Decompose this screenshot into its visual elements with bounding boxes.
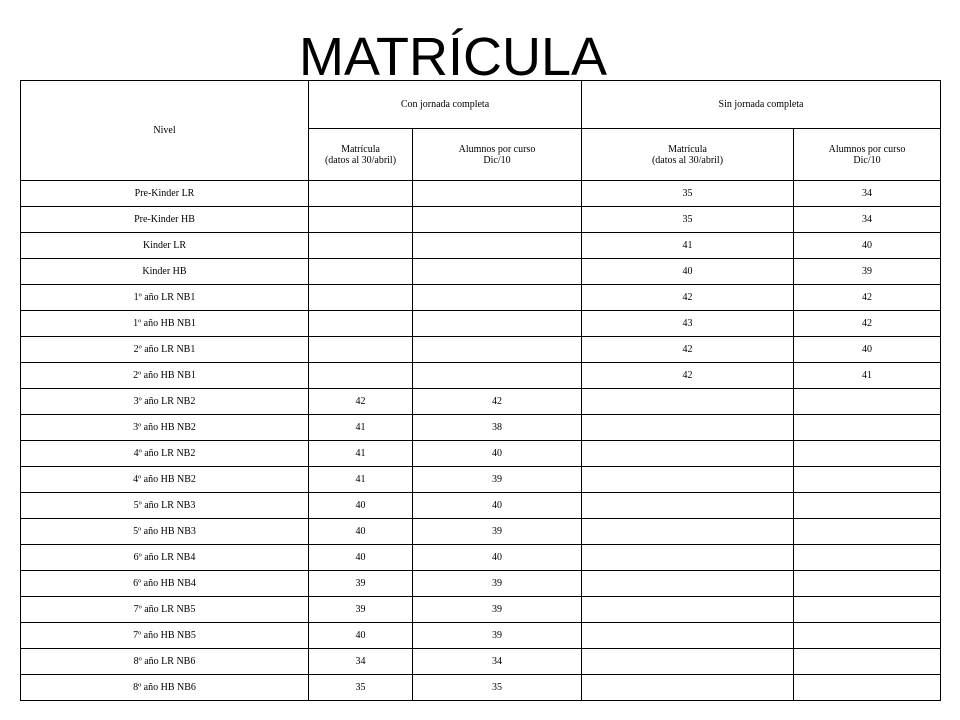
row-con-matricula-cell: 35 (309, 675, 413, 701)
row-con-matricula-cell: 39 (309, 597, 413, 623)
row-sin-matricula-cell: 35 (582, 207, 794, 233)
row-con-matricula-cell: 40 (309, 545, 413, 571)
header-con-alumnos: Alumnos por curso Dic/10 (413, 129, 582, 181)
row-con-alumnos-cell (413, 233, 582, 259)
row-nivel-cell: 7º año HB NB5 (21, 623, 309, 649)
row-con-matricula-cell (309, 337, 413, 363)
row-con-matricula-cell: 39 (309, 571, 413, 597)
row-sin-matricula-cell (582, 597, 794, 623)
header-sin-matricula: Matrícula (datos al 30/abril) (582, 129, 794, 181)
row-con-alumnos-cell (413, 259, 582, 285)
row-con-matricula-cell: 41 (309, 441, 413, 467)
row-sin-matricula-cell (582, 649, 794, 675)
table-body (21, 181, 941, 701)
row-sin-matricula-cell (582, 493, 794, 519)
row-sin-matricula-cell: 41 (582, 233, 794, 259)
enrollment-table (20, 80, 941, 701)
row-con-alumnos-cell (413, 285, 582, 311)
table-row (21, 337, 941, 363)
table-row (21, 415, 941, 441)
row-nivel-cell: 4º año HB NB2 (21, 467, 309, 493)
row-nivel-cell: 4º año LR NB2 (21, 441, 309, 467)
row-con-matricula-cell: 41 (309, 415, 413, 441)
row-sin-alumnos-cell (794, 493, 941, 519)
row-nivel-cell: 5º año LR NB3 (21, 493, 309, 519)
row-sin-alumnos-cell (794, 571, 941, 597)
row-sin-matricula-cell (582, 389, 794, 415)
header-sin-jornada: Sin jornada completa (582, 81, 941, 129)
row-con-alumnos-cell: 42 (413, 389, 582, 415)
row-nivel-cell: 5º año HB NB3 (21, 519, 309, 545)
row-con-matricula-cell: 40 (309, 493, 413, 519)
row-con-alumnos-cell: 39 (413, 571, 582, 597)
row-con-matricula-cell (309, 311, 413, 337)
table-row (21, 519, 941, 545)
row-con-matricula-cell (309, 233, 413, 259)
row-sin-matricula-cell (582, 415, 794, 441)
header-nivel: Nivel (21, 81, 309, 181)
row-sin-matricula-cell: 42 (582, 363, 794, 389)
row-sin-matricula-cell (582, 519, 794, 545)
row-sin-alumnos-cell (794, 649, 941, 675)
table-row (21, 363, 941, 389)
table-row (21, 649, 941, 675)
row-nivel-cell: 3º año HB NB2 (21, 415, 309, 441)
row-con-matricula-cell (309, 181, 413, 207)
row-sin-matricula-cell (582, 441, 794, 467)
row-con-alumnos-cell: 40 (413, 493, 582, 519)
row-nivel-cell: Pre-Kinder LR (21, 181, 309, 207)
table-row (21, 207, 941, 233)
row-sin-alumnos-cell (794, 675, 941, 701)
row-sin-alumnos-cell (794, 441, 941, 467)
table-row (21, 441, 941, 467)
table-row (21, 311, 941, 337)
row-con-alumnos-cell: 39 (413, 519, 582, 545)
row-sin-alumnos-cell (794, 467, 941, 493)
row-sin-matricula-cell: 43 (582, 311, 794, 337)
table-row (21, 571, 941, 597)
row-nivel-cell: 7º año LR NB5 (21, 597, 309, 623)
row-sin-alumnos-cell: 39 (794, 259, 941, 285)
row-con-matricula-cell (309, 363, 413, 389)
row-nivel-cell: Pre-Kinder HB (21, 207, 309, 233)
table-row (21, 389, 941, 415)
row-con-alumnos-cell: 39 (413, 623, 582, 649)
row-sin-alumnos-cell: 40 (794, 233, 941, 259)
header-sin-alumnos: Alumnos por curso Dic/10 (794, 129, 941, 181)
row-con-matricula-cell: 34 (309, 649, 413, 675)
row-sin-alumnos-cell (794, 415, 941, 441)
row-sin-matricula-cell (582, 467, 794, 493)
row-con-alumnos-cell (413, 337, 582, 363)
row-con-matricula-cell (309, 259, 413, 285)
row-sin-matricula-cell (582, 675, 794, 701)
row-sin-matricula-cell: 42 (582, 337, 794, 363)
row-sin-alumnos-cell (794, 597, 941, 623)
row-sin-alumnos-cell (794, 545, 941, 571)
row-con-alumnos-cell (413, 311, 582, 337)
row-con-alumnos-cell (413, 363, 582, 389)
row-con-alumnos-cell: 39 (413, 597, 582, 623)
table-row (21, 493, 941, 519)
row-sin-matricula-cell: 35 (582, 181, 794, 207)
row-con-alumnos-cell (413, 207, 582, 233)
row-con-alumnos-cell (413, 181, 582, 207)
row-sin-alumnos-cell: 40 (794, 337, 941, 363)
row-sin-alumnos-cell: 34 (794, 207, 941, 233)
table-row (21, 545, 941, 571)
table-row (21, 285, 941, 311)
row-con-alumnos-cell: 40 (413, 545, 582, 571)
table-row (21, 675, 941, 701)
row-sin-alumnos-cell (794, 519, 941, 545)
row-nivel-cell: 6º año HB NB4 (21, 571, 309, 597)
page-title: MATRÍCULA (298, 27, 608, 87)
row-con-matricula-cell: 41 (309, 467, 413, 493)
row-nivel-cell: 2º año LR NB1 (21, 337, 309, 363)
row-sin-alumnos-cell: 34 (794, 181, 941, 207)
row-sin-matricula-cell (582, 623, 794, 649)
row-sin-alumnos-cell (794, 389, 941, 415)
table-row (21, 233, 941, 259)
row-nivel-cell: 3º año LR NB2 (21, 389, 309, 415)
row-con-matricula-cell (309, 285, 413, 311)
row-sin-alumnos-cell: 41 (794, 363, 941, 389)
row-nivel-cell: Kinder HB (21, 259, 309, 285)
row-nivel-cell: 1º año HB NB1 (21, 311, 309, 337)
row-con-alumnos-cell: 35 (413, 675, 582, 701)
row-sin-matricula-cell (582, 571, 794, 597)
row-con-matricula-cell: 40 (309, 623, 413, 649)
row-nivel-cell: Kinder LR (21, 233, 309, 259)
row-con-matricula-cell: 40 (309, 519, 413, 545)
row-sin-matricula-cell: 42 (582, 285, 794, 311)
row-con-alumnos-cell: 34 (413, 649, 582, 675)
row-con-alumnos-cell: 40 (413, 441, 582, 467)
row-con-matricula-cell (309, 207, 413, 233)
table-row (21, 259, 941, 285)
table-row (21, 597, 941, 623)
row-sin-matricula-cell (582, 545, 794, 571)
row-nivel-cell: 1º año LR NB1 (21, 285, 309, 311)
row-con-alumnos-cell: 39 (413, 467, 582, 493)
table-row (21, 623, 941, 649)
table-row (21, 181, 941, 207)
row-con-alumnos-cell: 38 (413, 415, 582, 441)
row-sin-alumnos-cell (794, 623, 941, 649)
row-nivel-cell: 8º año HB NB6 (21, 675, 309, 701)
header-con-matricula: Matrícula (datos al 30/abril) (309, 129, 413, 181)
row-nivel-cell: 8º año LR NB6 (21, 649, 309, 675)
row-nivel-cell: 2º año HB NB1 (21, 363, 309, 389)
header-con-jornada: Con jornada completa (309, 81, 582, 129)
row-nivel-cell: 6º año LR NB4 (21, 545, 309, 571)
table-row (21, 467, 941, 493)
row-con-matricula-cell: 42 (309, 389, 413, 415)
row-sin-alumnos-cell: 42 (794, 311, 941, 337)
row-sin-alumnos-cell: 42 (794, 285, 941, 311)
row-sin-matricula-cell: 40 (582, 259, 794, 285)
